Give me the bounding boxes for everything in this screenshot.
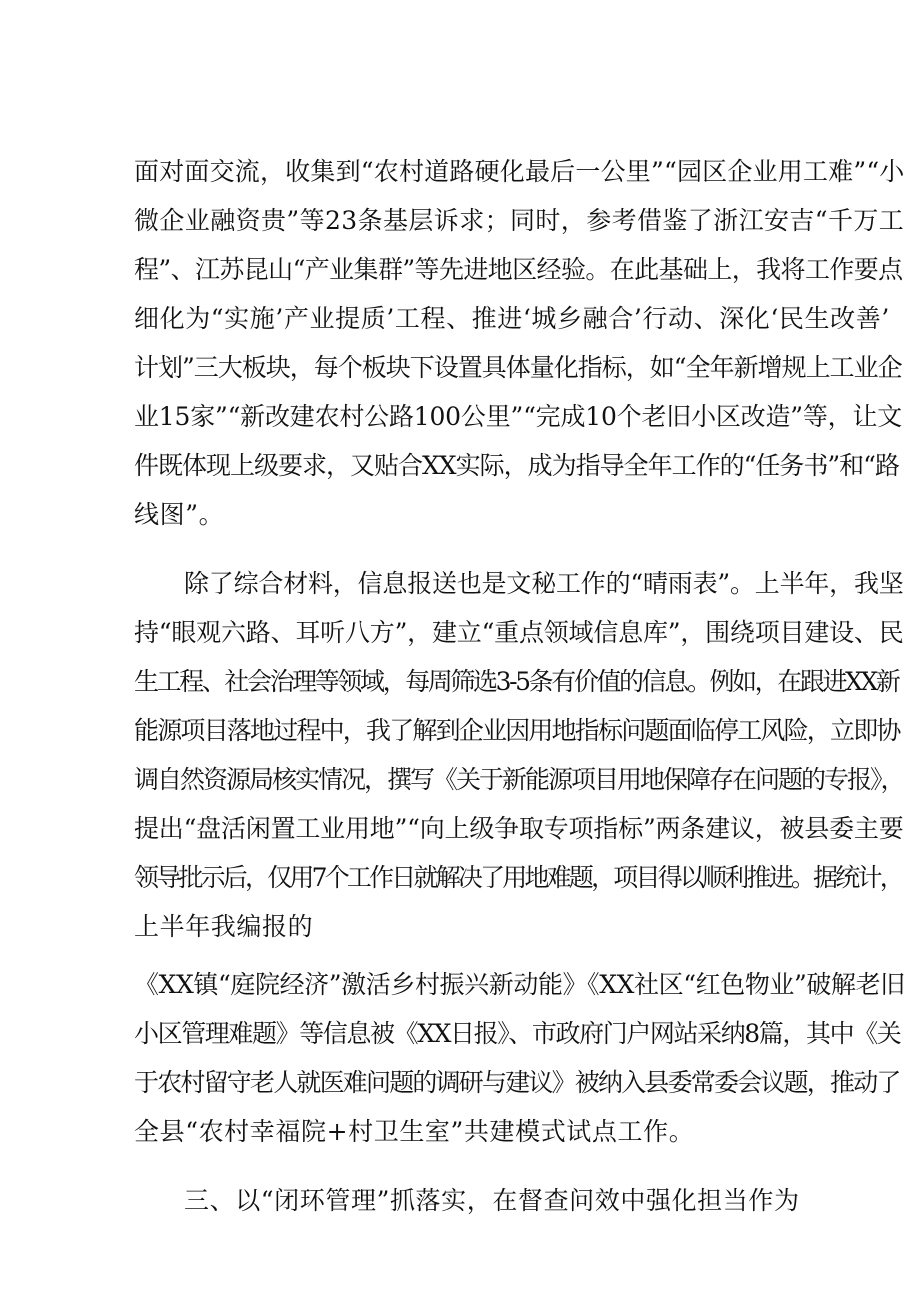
text-line: 能源项目落地过程中，我了解到企业因用地指标问题面临停工风险，立即协: [134, 716, 900, 745]
text-line: 全县“农村幸福院+村卫生室”共建模式试点工作。: [134, 1117, 695, 1146]
text-line: 细化为“实施’产业提质’工程、推进‘城乡融合’行动、深化‘民生改善’: [134, 304, 890, 333]
text-line: 小区管理难题》等信息被《XX日报》、市政府门户网站采纳8篇，其中《关: [134, 1019, 901, 1048]
text-line: 生工程、社会治理等领域，每周筛选3-5条有价值的信息。例如，在跟进XX新: [134, 667, 899, 696]
text-line: 微企业融资贵”等23条基层诉求；同时，参考借鉴了浙江安吉“千万工: [134, 206, 905, 235]
text-line: 持“眼观六路、耳听八方”，建立“重点领域信息库”，围绕项目建设、民: [134, 618, 904, 647]
text-line: 除了综合材料，信息报送也是文秘工作的“晴雨表”。上半年，我坚: [184, 569, 904, 598]
text-line: 计划”三大板块，每个板块下设置具体量化指标，如“全年新增规上工业企: [134, 353, 902, 382]
text-line: 《XX镇“庭院经济”激活乡村振兴新动能》《XX社区“红色物业”破解老旧: [134, 970, 905, 999]
text-line: 件既体现上级要求，又贴合XX实际，成为指导全年工作的“任务书”和“路: [134, 451, 899, 480]
text-line: 调自然资源局核实情况，撰写《关于新能源项目用地保障存在问题的专报》，: [134, 765, 904, 794]
text-line: 线图”。: [134, 500, 225, 529]
text-line: 程”、江苏昆山“产业集群”等先进地区经验。在此基础上，我将工作要点: [134, 255, 903, 284]
text-line: 提出“盘活闲置工业用地”“向上级争取专项指标”两条建议，被县委主要: [134, 814, 904, 843]
section-heading: 三、以“闭环管理”抓落实，在督查问效中强化担当作为: [184, 1186, 800, 1215]
text-line: 于农村留守老人就医难问题的调研与建议》被纳入县委常委会议题，推动了: [134, 1068, 900, 1097]
text-line: 面对面交流，收集到“农村道路硬化最后一公里”“园区企业用工难”“小: [134, 157, 905, 186]
text-line: 上半年我编报的: [134, 912, 314, 941]
text-line: 业15家”“新改建农村公路100公里”“完成10个老旧小区改造”等，让文: [134, 402, 903, 431]
text-line: 领导批示后，仅用7个工作日就解决了用地难题，项目得以顺利推进。据统计，: [134, 863, 902, 892]
